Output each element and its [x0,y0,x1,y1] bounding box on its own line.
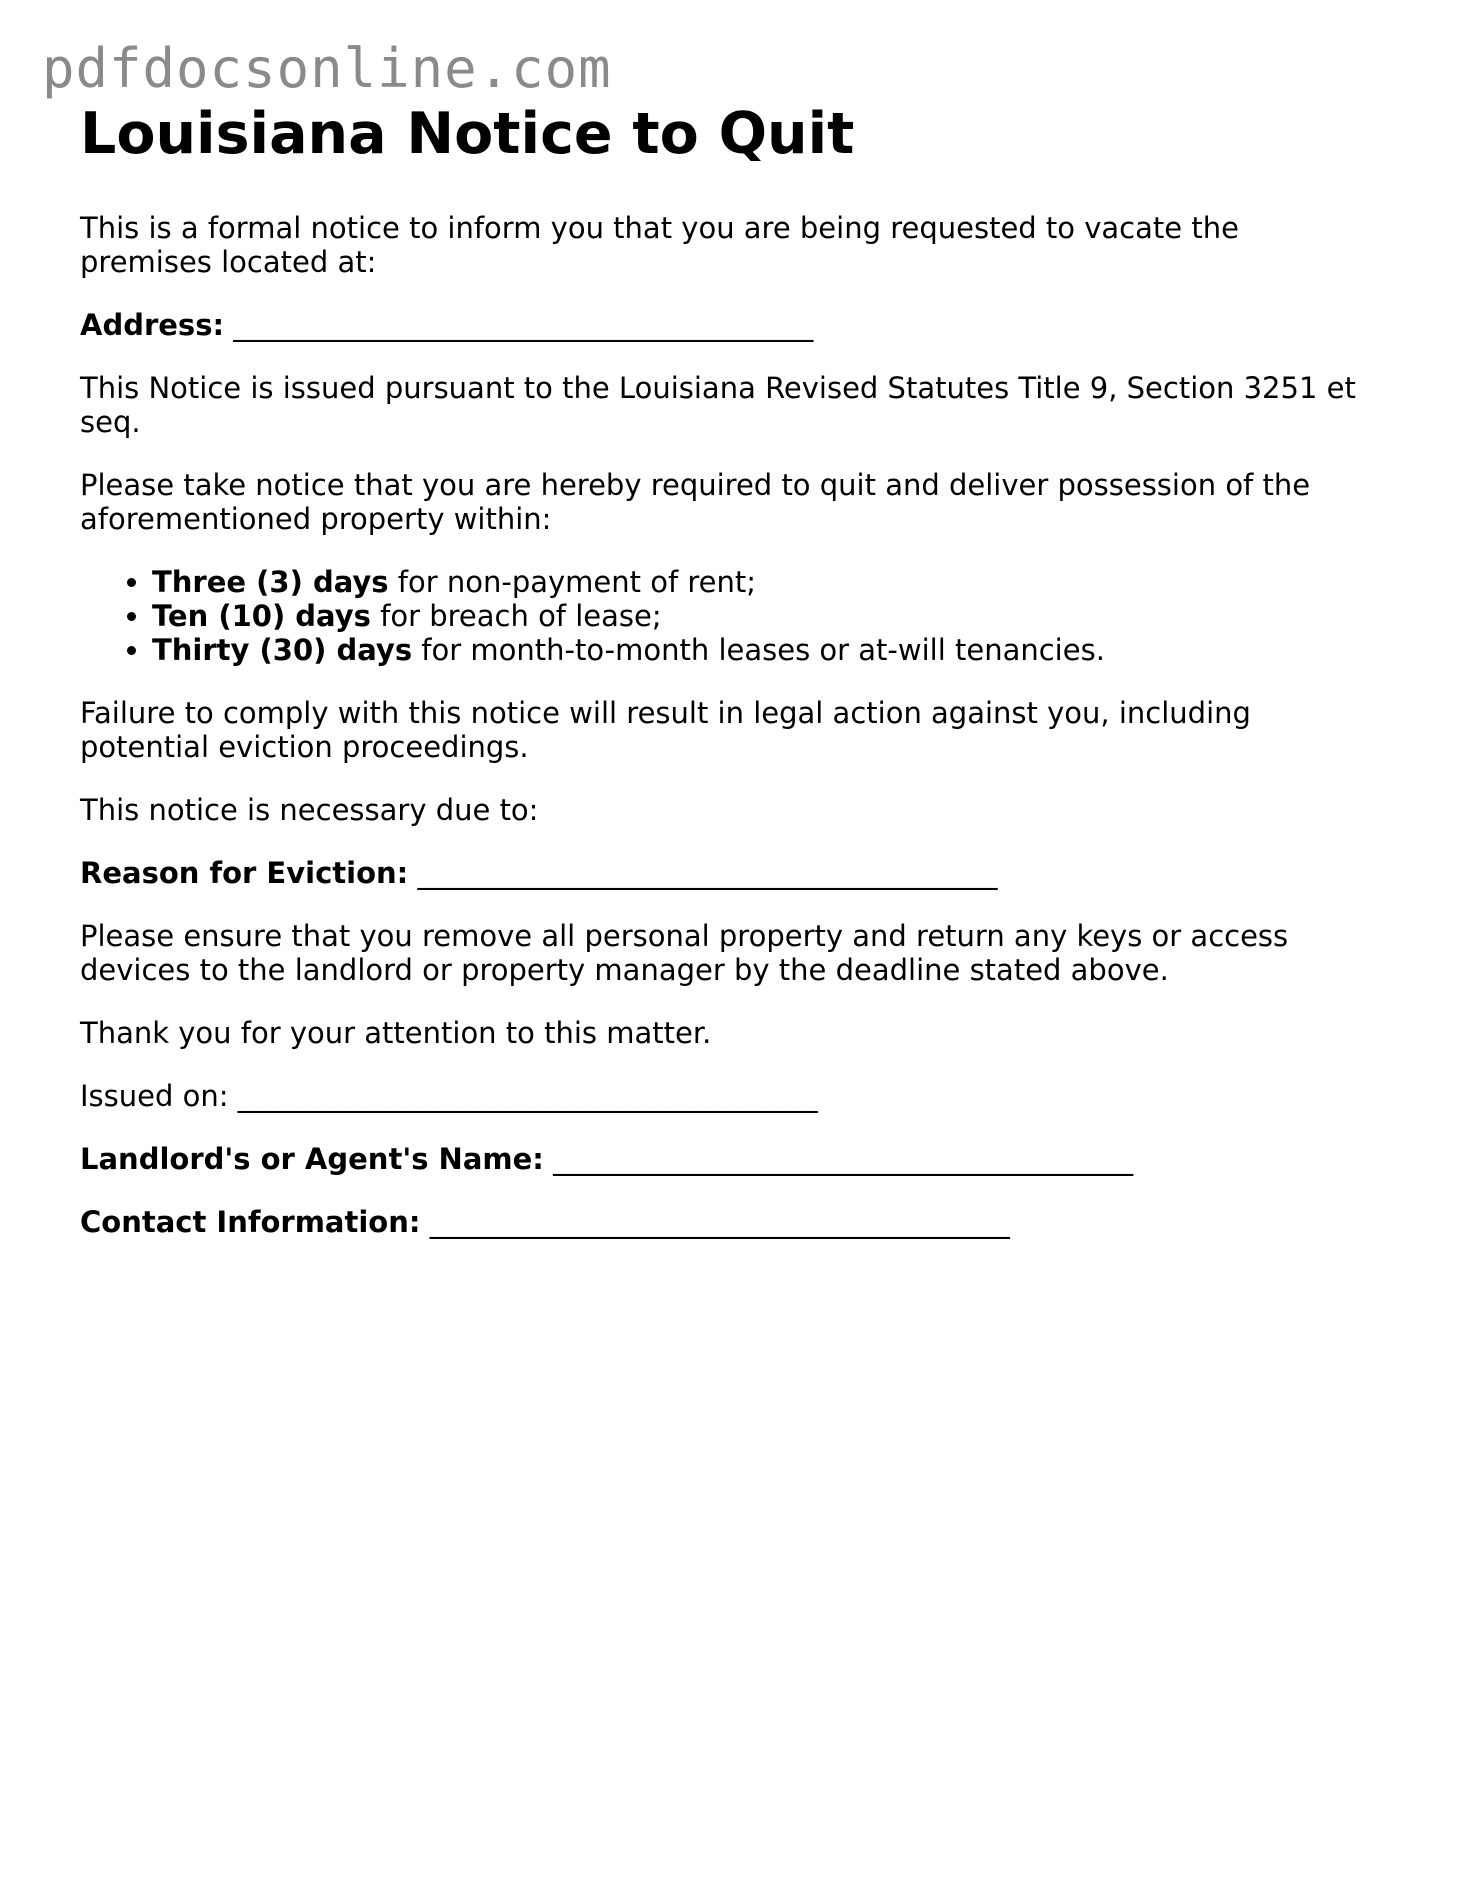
period-bold: Thirty (30) days [152,633,413,668]
statute-paragraph: This Notice is issued pursuant to the Louisiana Revised Statutes Title 9, Section 3251 et seq. [80,371,1356,440]
reason-label: Reason for Eviction: [80,856,409,891]
period-text: for non-payment of rent; [388,565,757,600]
period-text: for breach of lease; [370,599,662,634]
thanks-paragraph: Thank you for your attention to this matter. [80,1016,712,1051]
address-blank[interactable]: ________________________________________ [233,308,814,343]
issued-label: Issued on: [80,1079,229,1114]
list-item [152,633,1380,667]
intro-paragraph: This is a formal notice to inform you that you are being requested to vacate the premises located at: [80,211,1239,280]
landlord-label: Landlord's or Agent's Name: [80,1142,544,1177]
notice-paragraph: Please take notice that you are hereby required to quit and deliver possession of the aforementioned property within: [80,468,1311,537]
failure-paragraph: Failure to comply with this notice will result in legal action against you, including potential eviction proceedings. [80,696,1251,765]
address-field [80,308,1380,342]
contact-blank[interactable]: ________________________________________ [429,1205,1010,1240]
document-body [80,100,1380,1268]
list-item [152,565,1380,599]
period-text: for month-to-month leases or at-will tenancies. [412,633,1105,668]
address-label: Address: [80,308,225,343]
reason-field [80,856,1380,890]
page-title: Louisiana Notice to Quit [80,101,855,167]
issued-blank[interactable]: ________________________________________ [237,1079,818,1114]
contact-label: Contact Information: [80,1205,421,1240]
landlord-blank[interactable]: ________________________________________ [553,1142,1134,1177]
ensure-paragraph: Please ensure that you remove all personal property and return any keys or access devices to the landlord or property manager by the deadline stated above. [80,919,1289,988]
watermark: pdfdocsonline.com [42,37,612,100]
list-item [152,599,1380,633]
contact-field [80,1205,1380,1239]
landlord-field [80,1142,1380,1176]
necessary-paragraph: This notice is necessary due to: [80,793,539,828]
issued-field [80,1079,1380,1113]
period-bold: Ten (10) days [152,599,371,634]
periods-list [80,565,1380,667]
reason-blank[interactable]: ________________________________________ [417,856,998,891]
period-bold: Three (3) days [152,565,389,600]
